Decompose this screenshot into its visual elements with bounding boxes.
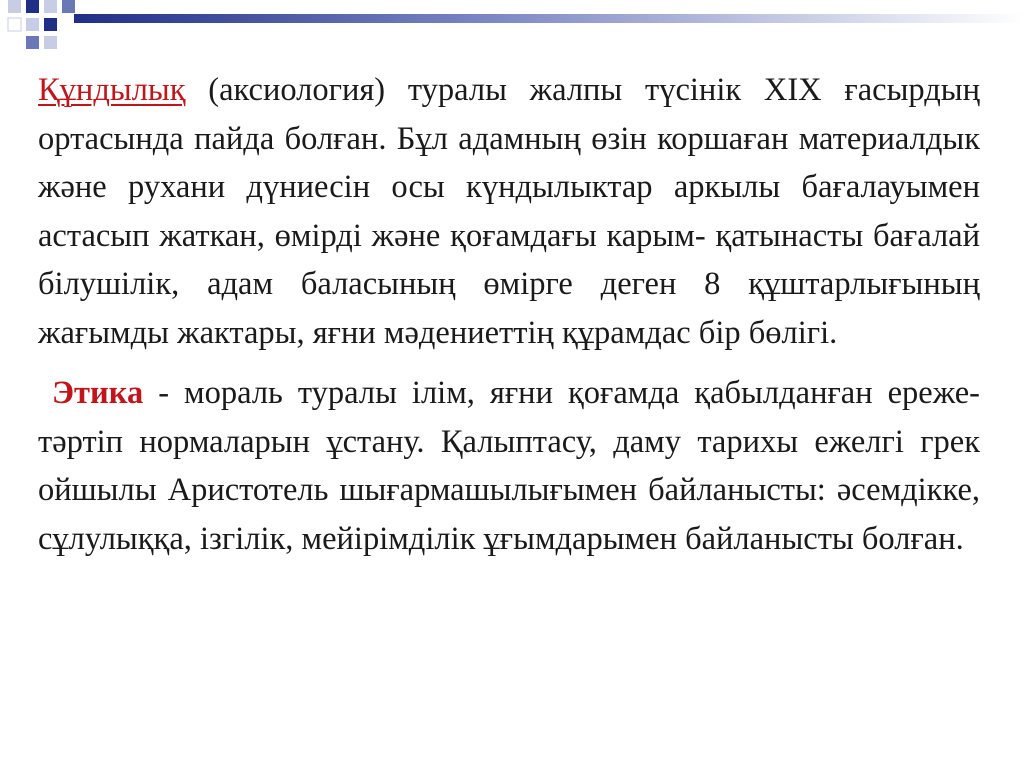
deco-square <box>44 0 57 13</box>
deco-square <box>62 0 75 13</box>
paragraph-ethics <box>38 369 980 563</box>
header-gradient-bar <box>74 14 1024 23</box>
paragraph-axiology <box>38 66 980 357</box>
deco-square <box>26 0 39 13</box>
slide-body <box>38 66 980 563</box>
deco-square <box>44 18 57 31</box>
deco-square <box>44 36 57 49</box>
paragraph-axiology-text: (аксиология) туралы жалпы түсінік XIX ғасырдың ортасында пайда болған. Бұл адамның өзін коршаған материалдык және рухани дүниесін осы күндылыктар аркылы бағалауымен астасып жаткан, өмірді және қоғамдағы карым- қатынасты бағалай білушілік, адам баласының өмірге деген 8 құштарлығының жағымды жактары, яғни мәдениеттің құрамдас бір бөлігі. <box>38 72 980 351</box>
term-kundylyk: Құндылық <box>38 72 186 108</box>
deco-square <box>8 0 21 13</box>
paragraph-ethics-text: - мораль туралы ілім, яғни қоғамда қабылданған ереже-тәртіп нормаларын ұстану. Қалыптасу, даму тарихы ежелгі грек ойшылы Аристотель шығармашылығымен байланысты: әсемдікке, сұлулыққа, ізгілік, мейірімділік ұғымдарымен байланысты болған. <box>38 375 980 557</box>
deco-square <box>26 18 39 31</box>
slide-header-ornament <box>0 0 1024 70</box>
deco-square <box>26 36 39 49</box>
deco-square <box>8 18 21 31</box>
term-etika: Этика <box>52 375 144 411</box>
